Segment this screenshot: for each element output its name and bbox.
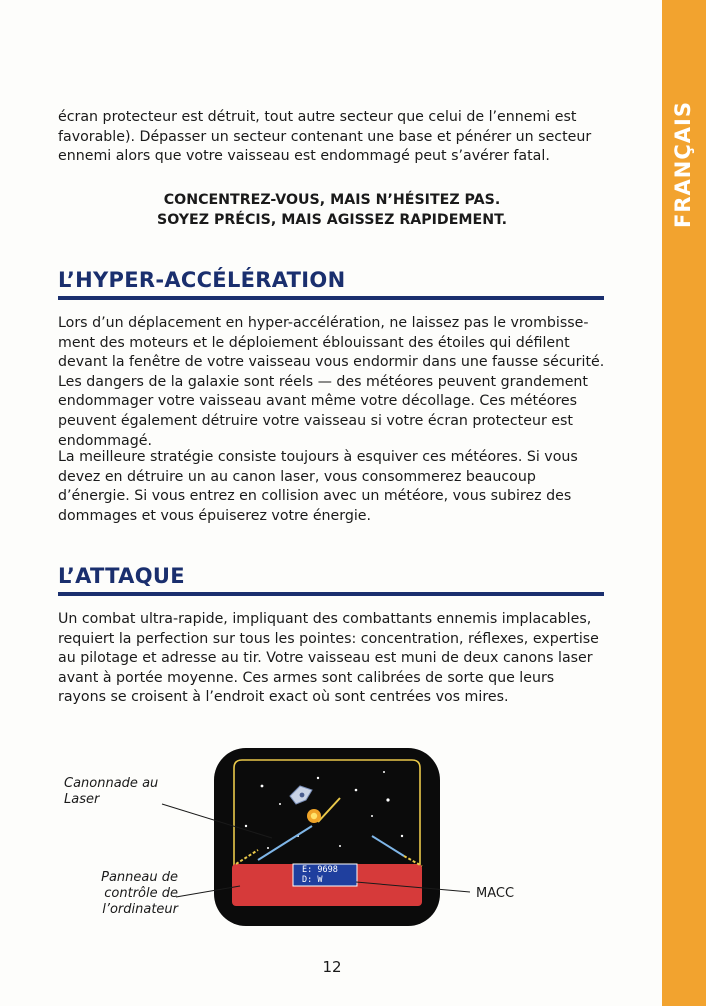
emphasis-block [58, 190, 606, 230]
section-title-hyper: L’HYPER-ACCÉLÉRATION [58, 268, 346, 292]
language-label: FRANÇAIS [671, 101, 695, 229]
caption-laser: Canonnade au Laser [64, 776, 159, 807]
section-title-attack: L’ATTAQUE [58, 564, 185, 588]
caption-macc: MACC [476, 886, 515, 901]
hyper-paragraph-2: La meilleure stratégie consiste toujours à esquiver ces météores. Si vous devez en détruire un au canon laser, vous consommerez beaucoup d’énergie. Si vous entrez en collision avec un météore, vous subirez des dommages et vous épuiserez votre énergie. [58, 449, 578, 524]
section-divider [58, 296, 604, 300]
intro-paragraph: écran protecteur est détruit, tout autre secteur que celui de l’ennemi est favorable). Dépasser un secteur contenant une base et pénérer un secteur ennemi alors que votre vaisseau est endommagé peut s’avérer fatal. [58, 109, 592, 165]
attack-paragraph: Un combat ultra-rapide, impliquant des combattants ennemis implacables, requiert la perfection sur tous les pointes: concentration, réflexes, expertise au pilotage et adresse au tir. Votre vaisseau est muni de deux canons laser avant à portée moyenne. Ces armes sont calibrées de sorte que leurs rayons se croisent à l’endroit exact où sont centrées vos mires. [58, 611, 599, 706]
section-divider [58, 592, 604, 596]
readout-direction: D: W [302, 874, 323, 885]
emphasis-line-1: CONCENTREZ-VOUS, MAIS N’HÉSITEZ PAS. [163, 192, 501, 208]
caption-computer-panel: Panneau de contrôle de l’ordinateur [101, 870, 178, 917]
hyper-paragraph-1: Lors d’un déplacement en hyper-accélération, ne laissez pas le vrombisse-ment des moteurs et le déploiement éblouissant des étoiles qui défilent devant la fenêtre de votre vaisseau vous endormir dans une fausse sécurité. Les dangers de la galaxie sont réels — des météores peuvent grandement endommager votre vaisseau avant même votre décollage. Ces météores peuvent également détruire votre vaisseau si votre écran protecteur est endommagé. [58, 315, 605, 449]
readout-energy: E: 9698 [302, 865, 338, 875]
emphasis-line-2: SOYEZ PRÉCIS, MAIS AGISSEZ RAPIDEMENT. [156, 212, 507, 228]
macc-readout [296, 866, 356, 886]
page-number: 12 [322, 958, 342, 976]
